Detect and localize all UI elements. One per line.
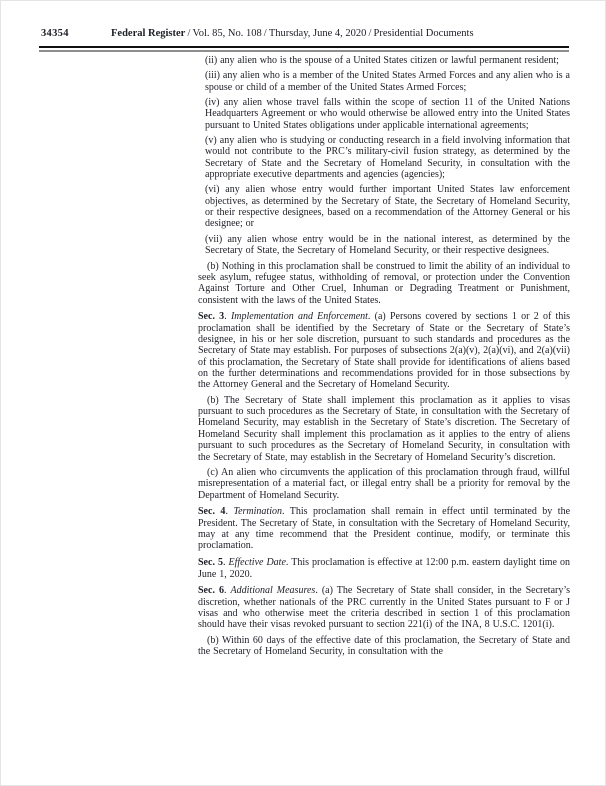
text-run: (vi) any alien whose entry would further important United States law enforcement objectives, as determined by the Secretary of State, the Secretary of Homeland Security, or their respective designees, based on a recommendation of the Attorney General or his designee; or — [205, 184, 570, 230]
page-number: 34354 — [41, 28, 69, 39]
paragraph — [198, 635, 570, 658]
paragraph — [198, 467, 570, 501]
paragraph — [198, 395, 570, 463]
publication-name: Federal Register — [111, 28, 186, 39]
text-run: Sec. 5 — [198, 557, 223, 569]
paragraph — [198, 557, 570, 580]
text-run: . — [223, 585, 231, 597]
text-run: . — [224, 311, 231, 323]
text-run: Sec. 6 — [198, 585, 224, 597]
paragraph — [205, 234, 570, 257]
paragraph — [205, 55, 570, 66]
text-run: Effective Date — [228, 557, 286, 569]
publication-citation: / Vol. 85, No. 108 / Thursday, June 4, 2020 / Presidential Documents — [185, 28, 474, 39]
text-run: (vii) any alien whose entry would be in the national interest, as determined by the Secretary of State, the Secretary of Homeland Security, or their respective designees. — [205, 233, 570, 257]
text-run: (iv) any alien whose travel falls within the scope of section 11 of the United Nations Headquarters Agreement or who would otherwise be allowed entry into the United States pursuant to United States obligations under applicable international agreements; — [205, 97, 570, 131]
paragraph — [205, 184, 570, 229]
text-run: Implementation and Enforcement — [230, 311, 368, 323]
text-run: (b) The Secretary of State shall implement this proclamation as it applies to visas pursuant to such procedures as the Secretary of State, in consultation with the Secretary of Homeland Security, may establish in the Secretary of State’s discretion. The Secretary of Homeland Security shall implement this proclamation as it applies to the entry of aliens pursuant to such procedures as the Secretary of Homeland Security, in consultation with the Secretary of State, may establish in the Secretary of Homeland Security’s discretion. — [198, 394, 570, 463]
text-run: . (a) Persons covered by sections 1 or 2 of this proclamation shall be identified by the Secretary of State or the Secretary of State’s designee, in his or her sole discretion, pursuant to such standards and procedures as the Secretary of State may establish. For purposes of subsections 2(a)(v), 2(a)(vi), and 2(a)(vii) of this proclamation, the Secretary of State shall provide for identifications of aliens based on the further determinations and recommendations provided for in those subsections by the Attorney General and the Secretary of Homeland Security. — [198, 311, 570, 391]
text-run: (iii) any alien who is a member of the United States Armed Forces and any alien who is a spouse or child of a member of the United States Armed Forces; — [205, 70, 570, 93]
paragraph — [198, 585, 570, 630]
text-run: Sec. 3 — [198, 311, 225, 323]
text-run: . (a) The Secretary of State shall consider, in the Secretary’s discretion, whether nationals of the PRC currently in the United States pursuant to F or J visas and who otherwise meet the criteria described in section 1 of this proclamation should have their visas revoked pursuant to section 221(i) of the INA, 8 U.S.C. 1201(i). — [198, 585, 571, 631]
text-run: (c) An alien who circumvents the application of this proclamation through fraud, willful misrepresentation of a material fact, or illegal entry shall be a priority for removal by the Department of Homeland Security. — [198, 466, 570, 501]
paragraph — [205, 70, 570, 93]
paragraph — [198, 261, 570, 306]
text-run: . This proclamation shall remain in effect until terminated by the President. The Secretary of State, in consultation with the Secretary of Homeland Security, may at any time recommend that the President continue, modify, or terminate this proclamation. — [198, 506, 571, 552]
paragraph — [198, 311, 570, 390]
text-run: (b) Nothing in this proclamation shall be construed to limit the ability of an individual to seek asylum, refugee status, withholding of removal, or protection under the Convention Against Torture and Other Cruel, Inhuman or Degrading Treatment or Punishment, consistent with the laws of the United States. — [198, 260, 570, 306]
text-run: Sec. 4 — [198, 506, 226, 518]
header-double-rule — [39, 46, 569, 52]
text-run: . — [225, 506, 234, 518]
text-run: . — [222, 557, 229, 569]
text-run: (b) Within 60 days of the effective date of this proclamation, the Secretary of State and the Secretary of Homeland Security, in consultation with the — [198, 634, 570, 658]
text-run: . This proclamation is effective at 12:00 p.m. eastern daylight time on June 1, 2020. — [198, 557, 570, 580]
text-run: Termination — [233, 506, 282, 518]
text-run: Additional Measures — [230, 585, 316, 597]
paragraph — [205, 135, 570, 180]
running-head — [111, 28, 474, 39]
paragraph — [205, 97, 570, 131]
text-run: (ii) any alien who is the spouse of a United States citizen or lawful permanent resident; — [205, 55, 559, 66]
document-body — [198, 54, 570, 658]
paragraph — [198, 506, 570, 551]
text-run: (v) any alien who is studying or conducting research in a field involving information that would not contribute to the PRC’s military-civil fusion strategy, as determined by the Secretary of State and the Secretary of Homeland Security, in consultation with the appropriate executive departments and agencies (agencies); — [205, 135, 570, 181]
